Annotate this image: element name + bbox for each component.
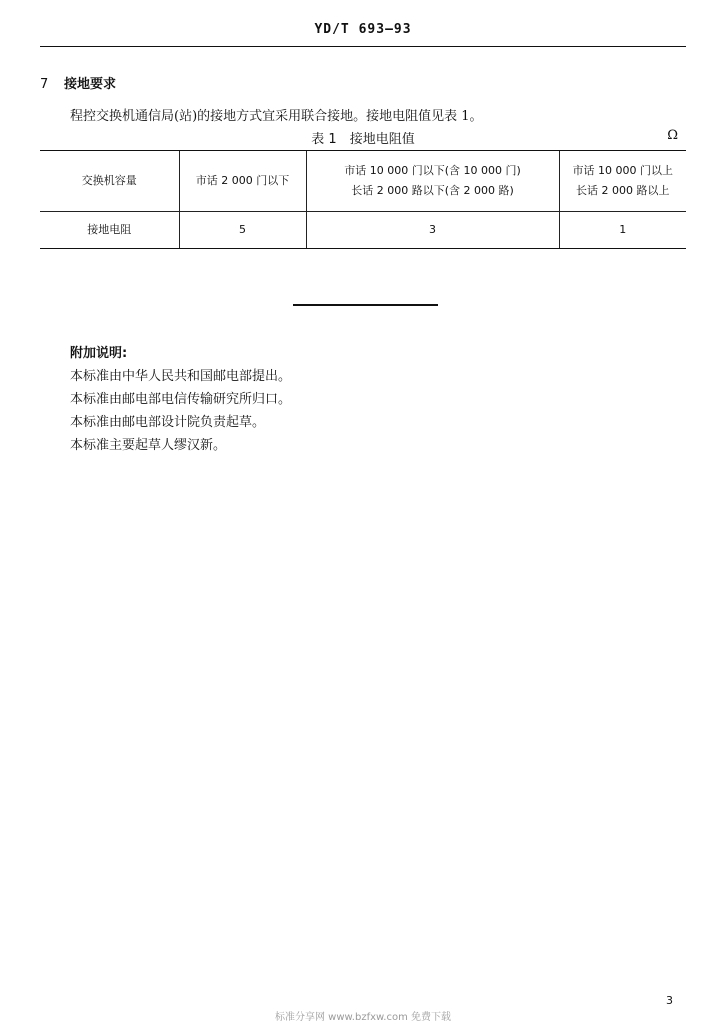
end-of-text-rule <box>293 304 438 306</box>
table-caption-row <box>40 128 686 146</box>
body-paragraph: 程控交换机通信局(站)的接地方式宜采用联合接地。接地电阻值见表 1。 <box>70 109 483 124</box>
watermark-text: 标准分享网 www.bzfxw.com 免费下载 <box>275 1012 451 1023</box>
section-title: 接地要求 <box>64 77 117 92</box>
column-header-line: 市话 2 000 门以下 <box>195 174 290 187</box>
notes-line: 本标准由中华人民共和国邮电部提出。 <box>70 369 292 384</box>
notes-title: 附加说明: <box>70 346 128 361</box>
column-header-line: 长话 2 000 路以下(含 2 000 路) <box>351 184 514 197</box>
section-heading <box>40 73 116 92</box>
table-unit: Ω <box>667 128 678 143</box>
section-number: 7 <box>40 77 49 92</box>
column-header-line: 长话 2 000 路以上 <box>576 184 670 197</box>
table-value-row <box>40 212 686 249</box>
notes-line: 本标准由邮电部设计院负责起草。 <box>70 415 266 430</box>
notes-line: 本标准主要起草人缪汉新。 <box>70 438 227 453</box>
value-cell: 5 <box>179 212 306 249</box>
column-header-line: 市话 10 000 门以下(含 10 000 门) <box>344 164 521 177</box>
document-code-header: YD/T 693—93 <box>314 22 412 37</box>
header-divider <box>40 46 686 47</box>
row-header-cell: 交换机容量 <box>40 151 179 212</box>
row-label-cell: 接地电阻 <box>40 212 179 249</box>
column-header-cell <box>306 151 559 212</box>
grounding-resistance-table <box>40 150 686 249</box>
value-cell: 3 <box>306 212 559 249</box>
page-number: 3 <box>666 994 673 1007</box>
additional-notes <box>70 342 291 457</box>
column-header-line: 市话 10 000 门以上 <box>572 164 673 177</box>
table-caption: 表 1 接地电阻值 <box>311 132 415 147</box>
notes-line: 本标准由邮电部电信传输研究所归口。 <box>70 392 292 407</box>
value-cell: 1 <box>559 212 686 249</box>
table-header-row <box>40 151 686 212</box>
column-header-cell <box>179 151 306 212</box>
column-header-cell <box>559 151 686 212</box>
